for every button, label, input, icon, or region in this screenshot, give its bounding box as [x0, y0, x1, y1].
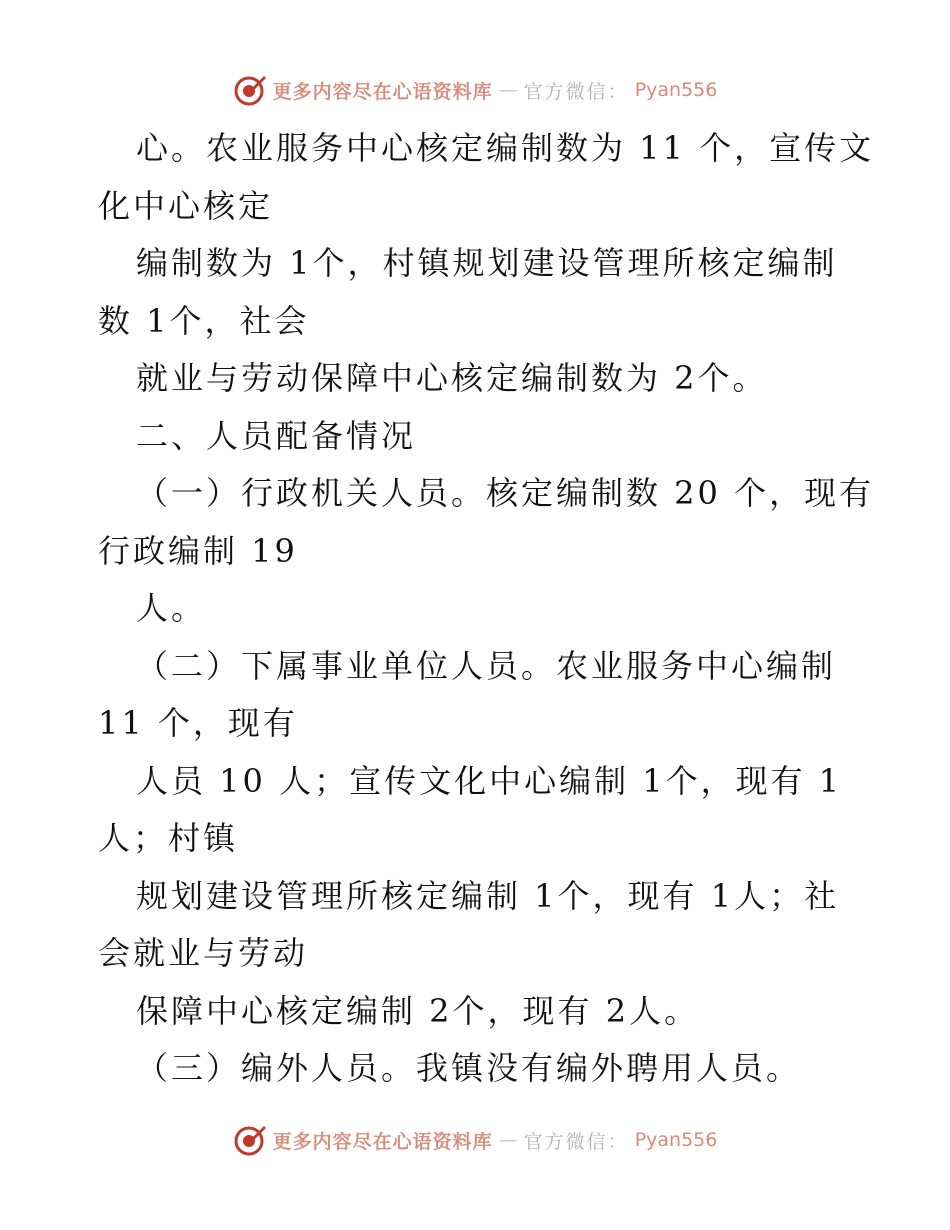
watermark-wechat-id: Pyan556 [634, 1129, 718, 1151]
watermark-dash: — [498, 1129, 518, 1151]
text-line: 规划建设管理所核定编制 1个，现有 1人；社 [136, 876, 840, 915]
text-line: 就业与劳动保障中心核定编制数为 2个。 [136, 359, 768, 397]
watermark-dash: — [498, 79, 518, 101]
watermark-sub-text: 官方微信： [523, 80, 629, 103]
text-line: 人员 10 人；宣传文化中心编制 1个，现有 1 [136, 761, 843, 800]
watermark-sub-text: 官方微信： [523, 1130, 629, 1153]
text-line: （二）下属事业单位人员。农业服务中心编制 [136, 646, 837, 685]
text-line: 行政编制 19 [98, 531, 298, 570]
text-line: 二、人员配备情况 [136, 416, 417, 455]
text-line: （三）编外人员。我镇没有编外聘用人员。 [136, 1049, 802, 1087]
text-line: 人。 [136, 589, 207, 627]
text-line: 人；村镇 [98, 819, 239, 857]
text-line: 心。农业服务中心核定编制数为 11 个，宣传文 [136, 129, 875, 167]
text-line: 11 个，现有 [98, 704, 298, 742]
text-line: （一）行政机关人员。核定编制数 20 个，现有 [136, 474, 875, 512]
pen-logo-icon [233, 73, 267, 107]
text-line: 数 1个，社会 [98, 301, 310, 340]
watermark-wechat-id: Pyan556 [634, 79, 718, 101]
pen-logo-icon [233, 1123, 267, 1157]
watermark-footer [0, 1120, 950, 1160]
text-line: 化中心核定 [98, 186, 274, 225]
watermark-main-text: 更多内容尽在心语资料库 [272, 1130, 493, 1153]
text-line: 编制数为 1个，村镇规划建设管理所核定编制 [136, 244, 838, 282]
text-line: 会就业与劳动 [98, 934, 309, 972]
text-line: 保障中心核定编制 2个，现有 2人。 [136, 991, 700, 1030]
watermark-header [0, 70, 950, 110]
watermark-main-text: 更多内容尽在心语资料库 [272, 80, 493, 103]
document-body [98, 120, 875, 1098]
